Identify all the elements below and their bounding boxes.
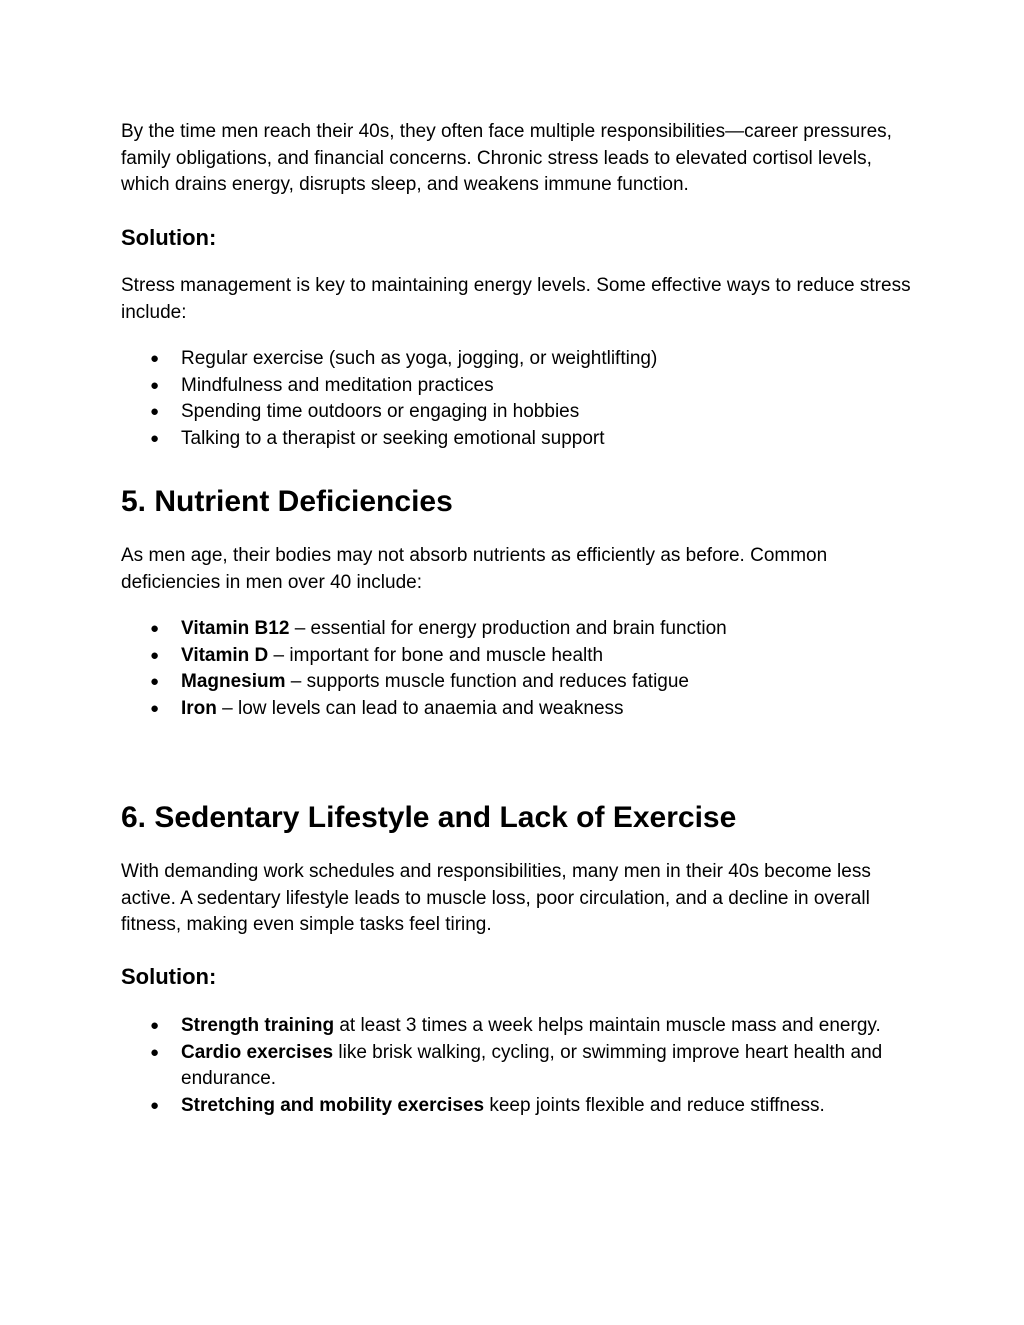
bullet-icon: ● <box>150 673 160 691</box>
list-item: ● Mindfulness and meditation practices <box>150 373 910 400</box>
intro-paragraph: By the time men reach their 40s, they often face multiple responsibilities—career pressures, family obligations, and financial concerns. Chronic stress leads to elevated cortisol levels, which drains energy, disrupts sleep, and weakens immune function. <box>121 121 892 196</box>
bullet-icon: ● <box>150 1017 160 1034</box>
list-item: ● Magnesium – supports muscle function and reduces fatigue <box>150 669 910 696</box>
stress-solution-heading: Solution: <box>121 225 217 250</box>
list-item: ● Talking to a therapist or seeking emotional support <box>150 426 910 453</box>
list-item: ● Strength training at least 3 times a week helps maintain muscle mass and energy. <box>150 1013 910 1040</box>
section6-heading: 6. Sedentary Lifestyle and Lack of Exercise <box>121 801 737 834</box>
section6-solution-heading: Solution: <box>121 964 217 989</box>
list-item: ● Stretching and mobility exercises keep joints flexible and reduce stiffness. <box>150 1093 910 1120</box>
bullet-icon: ● <box>150 620 160 637</box>
section5-paragraph: As men age, their bodies may not absorb nutrients as efficiently as before. Common deficiencies in men over 40 include: <box>121 545 828 593</box>
section5-heading: 5. Nutrient Deficiencies <box>121 485 453 518</box>
bullet-icon: ● <box>150 403 160 421</box>
bullet-icon: ● <box>150 699 160 717</box>
stress-solution-list <box>150 346 910 452</box>
nutrient-list <box>150 616 910 722</box>
list-item: ● Vitamin D – important for bone and muscle health <box>150 643 910 670</box>
list-item: ● Cardio exercises like brisk walking, cycling, or swimming improve heart health and endurance. <box>150 1041 883 1090</box>
exercise-list <box>150 1013 910 1119</box>
bullet-icon: ● <box>150 1096 160 1114</box>
bullet-icon: ● <box>150 376 160 394</box>
section6-paragraph: With demanding work schedules and responsibilities, many men in their 40s become less active. A sedentary lifestyle leads to muscle loss, poor circulation, and a decline in overall fitness, making even simple tasks feel tiring. <box>121 861 871 936</box>
list-item: ● Regular exercise (such as yoga, jogging, or weightlifting) <box>150 346 910 373</box>
list-item: ● Spending time outdoors or engaging in hobbies <box>150 399 910 426</box>
stress-solution-paragraph: Stress management is key to maintaining energy levels. Some effective ways to reduce stress include: <box>121 275 911 323</box>
list-item: ● Vitamin B12 – essential for energy production and brain function <box>150 616 910 643</box>
bullet-icon: ● <box>150 429 160 447</box>
bullet-icon: ● <box>150 1043 160 1061</box>
list-item: ● Iron – low levels can lead to anaemia and weakness <box>150 696 910 723</box>
bullet-icon: ● <box>150 350 160 367</box>
bullet-icon: ● <box>150 646 160 664</box>
